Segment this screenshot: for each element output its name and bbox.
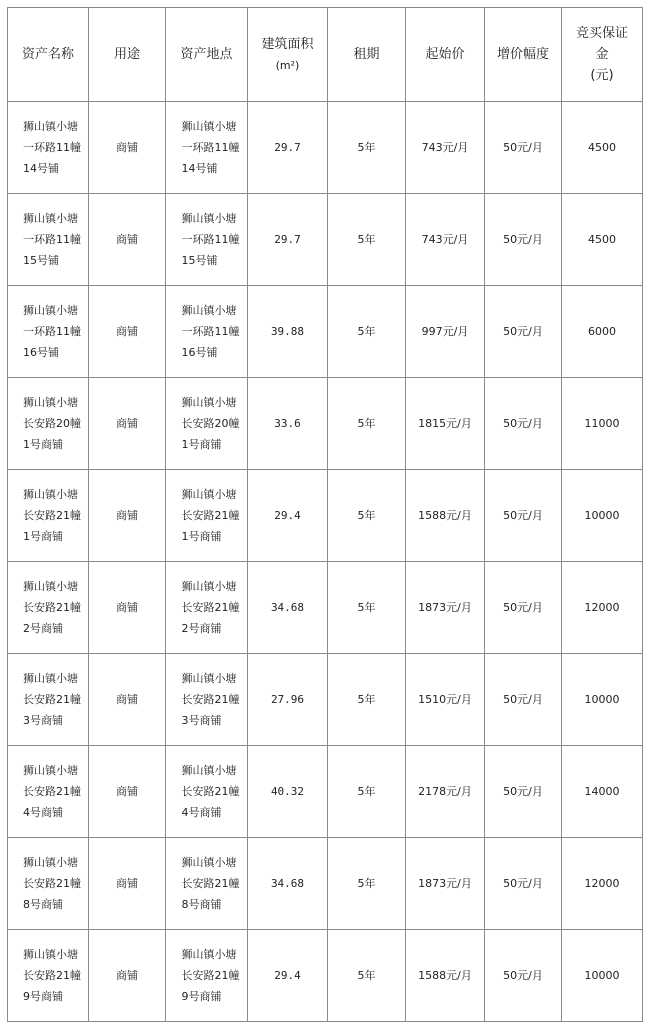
cell-name: 狮山镇小塘长安路21幢1号商铺 bbox=[8, 470, 89, 562]
cell-area: 29.7 bbox=[248, 194, 328, 286]
table-row bbox=[8, 838, 643, 930]
cell-location: 狮山镇小塘长安路21幢1号商铺 bbox=[166, 470, 248, 562]
cell-location: 狮山镇小塘长安路21幢2号商铺 bbox=[166, 562, 248, 654]
header-deposit-line3: (元) bbox=[590, 68, 614, 83]
cell-start-price: 1510元/月 bbox=[406, 654, 485, 746]
cell-term: 5年 bbox=[328, 286, 406, 378]
table-row bbox=[8, 746, 643, 838]
cell-name: 狮山镇小塘长安路21幢2号商铺 bbox=[8, 562, 89, 654]
cell-increment: 50元/月 bbox=[485, 470, 562, 562]
cell-location: 狮山镇小塘长安路21幢3号商铺 bbox=[166, 654, 248, 746]
cell-increment: 50元/月 bbox=[485, 930, 562, 1022]
table-row bbox=[8, 930, 643, 1022]
cell-name: 狮山镇小塘一环路11幢15号铺 bbox=[8, 194, 89, 286]
header-row bbox=[8, 8, 643, 102]
cell-location: 狮山镇小塘长安路20幢1号商铺 bbox=[166, 378, 248, 470]
table-header bbox=[8, 8, 643, 102]
cell-name: 狮山镇小塘长安路21幢4号商铺 bbox=[8, 746, 89, 838]
header-location: 资产地点 bbox=[166, 8, 248, 102]
header-increment: 增价幅度 bbox=[485, 8, 562, 102]
cell-increment: 50元/月 bbox=[485, 654, 562, 746]
cell-area: 40.32 bbox=[248, 746, 328, 838]
cell-deposit: 12000 bbox=[562, 562, 643, 654]
cell-usage: 商铺 bbox=[89, 838, 166, 930]
cell-name: 狮山镇小塘长安路21幢8号商铺 bbox=[8, 838, 89, 930]
header-start-price: 起始价 bbox=[406, 8, 485, 102]
cell-deposit: 4500 bbox=[562, 102, 643, 194]
header-area-line1: 建筑面积 bbox=[261, 36, 314, 52]
table-row bbox=[8, 562, 643, 654]
table-row bbox=[8, 102, 643, 194]
cell-area: 39.88 bbox=[248, 286, 328, 378]
cell-term: 5年 bbox=[328, 378, 406, 470]
header-area bbox=[248, 8, 328, 102]
cell-name: 狮山镇小塘长安路21幢9号商铺 bbox=[8, 930, 89, 1022]
cell-deposit: 4500 bbox=[562, 194, 643, 286]
header-usage: 用途 bbox=[89, 8, 166, 102]
cell-increment: 50元/月 bbox=[485, 102, 562, 194]
header-name: 资产名称 bbox=[8, 8, 89, 102]
table-row bbox=[8, 654, 643, 746]
cell-deposit: 6000 bbox=[562, 286, 643, 378]
cell-term: 5年 bbox=[328, 102, 406, 194]
cell-name: 狮山镇小塘一环路11幢16号铺 bbox=[8, 286, 89, 378]
cell-usage: 商铺 bbox=[89, 654, 166, 746]
asset-table bbox=[7, 7, 643, 1022]
cell-area: 33.6 bbox=[248, 378, 328, 470]
cell-term: 5年 bbox=[328, 654, 406, 746]
cell-area: 34.68 bbox=[248, 562, 328, 654]
cell-increment: 50元/月 bbox=[485, 378, 562, 470]
cell-term: 5年 bbox=[328, 194, 406, 286]
cell-usage: 商铺 bbox=[89, 930, 166, 1022]
cell-increment: 50元/月 bbox=[485, 562, 562, 654]
cell-location: 狮山镇小塘长安路21幢4号商铺 bbox=[166, 746, 248, 838]
cell-usage: 商铺 bbox=[89, 286, 166, 378]
cell-term: 5年 bbox=[328, 838, 406, 930]
header-deposit-line1: 竞买保证 bbox=[575, 26, 628, 41]
cell-deposit: 14000 bbox=[562, 746, 643, 838]
cell-term: 5年 bbox=[328, 930, 406, 1022]
cell-start-price: 743元/月 bbox=[406, 194, 485, 286]
cell-location: 狮山镇小塘长安路21幢9号商铺 bbox=[166, 930, 248, 1022]
cell-increment: 50元/月 bbox=[485, 838, 562, 930]
cell-start-price: 1873元/月 bbox=[406, 562, 485, 654]
cell-start-price: 1815元/月 bbox=[406, 378, 485, 470]
cell-area: 27.96 bbox=[248, 654, 328, 746]
cell-area: 29.4 bbox=[248, 930, 328, 1022]
table-row bbox=[8, 470, 643, 562]
cell-location: 狮山镇小塘一环路11幢15号铺 bbox=[166, 194, 248, 286]
cell-location: 狮山镇小塘一环路11幢16号铺 bbox=[166, 286, 248, 378]
cell-area: 29.4 bbox=[248, 470, 328, 562]
cell-name: 狮山镇小塘一环路11幢14号铺 bbox=[8, 102, 89, 194]
cell-term: 5年 bbox=[328, 746, 406, 838]
cell-name: 狮山镇小塘长安路21幢3号商铺 bbox=[8, 654, 89, 746]
cell-usage: 商铺 bbox=[89, 746, 166, 838]
cell-usage: 商铺 bbox=[89, 194, 166, 286]
cell-start-price: 1588元/月 bbox=[406, 930, 485, 1022]
cell-deposit: 10000 bbox=[562, 470, 643, 562]
cell-deposit: 12000 bbox=[562, 838, 643, 930]
cell-increment: 50元/月 bbox=[485, 286, 562, 378]
table-row bbox=[8, 194, 643, 286]
cell-start-price: 1873元/月 bbox=[406, 838, 485, 930]
header-deposit bbox=[562, 8, 643, 102]
cell-usage: 商铺 bbox=[89, 470, 166, 562]
cell-increment: 50元/月 bbox=[485, 194, 562, 286]
cell-start-price: 997元/月 bbox=[406, 286, 485, 378]
cell-increment: 50元/月 bbox=[485, 746, 562, 838]
header-area-line2: (m²) bbox=[275, 58, 300, 72]
table-body bbox=[8, 102, 643, 1022]
cell-name: 狮山镇小塘长安路20幢1号商铺 bbox=[8, 378, 89, 470]
cell-deposit: 11000 bbox=[562, 378, 643, 470]
cell-deposit: 10000 bbox=[562, 654, 643, 746]
cell-start-price: 2178元/月 bbox=[406, 746, 485, 838]
table-row bbox=[8, 286, 643, 378]
table-row bbox=[8, 378, 643, 470]
cell-start-price: 743元/月 bbox=[406, 102, 485, 194]
header-term: 租期 bbox=[328, 8, 406, 102]
cell-usage: 商铺 bbox=[89, 378, 166, 470]
cell-deposit: 10000 bbox=[562, 930, 643, 1022]
header-deposit-line2: 金 bbox=[595, 47, 609, 62]
cell-area: 34.68 bbox=[248, 838, 328, 930]
cell-usage: 商铺 bbox=[89, 102, 166, 194]
cell-area: 29.7 bbox=[248, 102, 328, 194]
cell-location: 狮山镇小塘一环路11幢14号铺 bbox=[166, 102, 248, 194]
cell-location: 狮山镇小塘长安路21幢8号商铺 bbox=[166, 838, 248, 930]
cell-start-price: 1588元/月 bbox=[406, 470, 485, 562]
cell-term: 5年 bbox=[328, 470, 406, 562]
cell-term: 5年 bbox=[328, 562, 406, 654]
cell-usage: 商铺 bbox=[89, 562, 166, 654]
